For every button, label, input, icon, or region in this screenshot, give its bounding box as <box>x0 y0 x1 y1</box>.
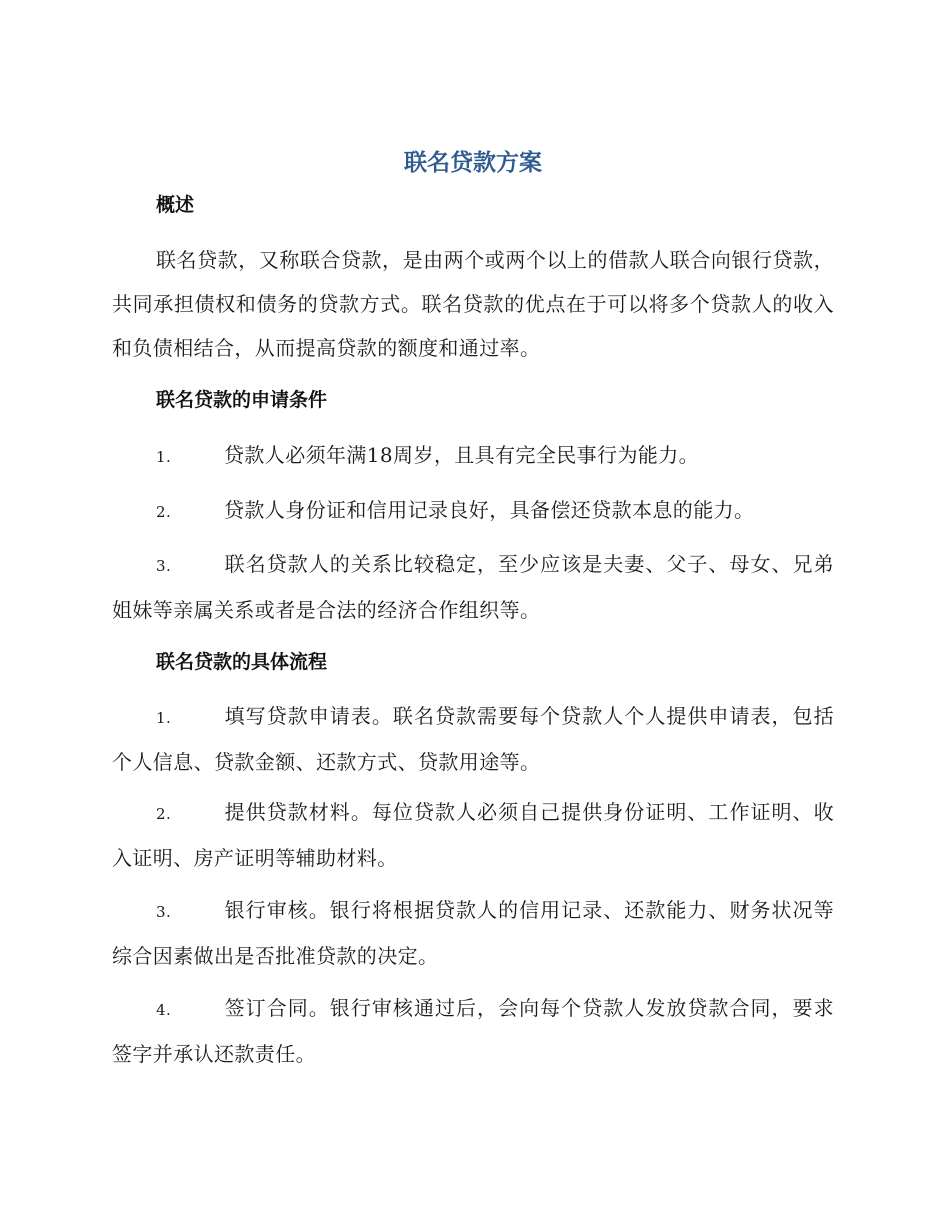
list-number: 1. <box>156 448 172 466</box>
section-heading-conditions: 联名贷款的申请条件 <box>156 389 328 411</box>
process-item <box>112 694 834 784</box>
overview-paragraph: 联名贷款，又称联合贷款，是由两个或两个以上的借款人联合向银行贷款，共同承担债权和债务的贷款方式。联名贷款的优点在于可以将多个贷款人的收入和负债相结合，从而提高贷款的额度和通过率。 <box>112 248 834 360</box>
list-number: 3. <box>156 557 172 575</box>
condition-item <box>112 542 834 632</box>
list-number: 3. <box>156 903 172 921</box>
list-item-text: 填写贷款申请表。联名贷款需要每个贷款人个人提供申请表，包括个人信息、贷款金额、还款方式、贷款用途等。 <box>112 704 834 774</box>
list-item-text: 提供贷款材料。每位贷款人必须自己提供身份证明、工作证明、收入证明、房产证明等辅助材料。 <box>112 800 834 870</box>
list-number: 2. <box>156 503 172 521</box>
list-number: 4. <box>156 1001 172 1019</box>
list-item-text: 贷款人必须年满18周岁，且具有完全民事行为能力。 <box>224 443 700 467</box>
condition-item <box>112 488 834 534</box>
process-item <box>112 790 834 880</box>
list-item-text: 联名贷款人的关系比较稳定，至少应该是夫妻、父子、母女、兄弟姐妹等亲属关系或者是合法的经济合作组织等。 <box>112 552 834 622</box>
list-number: 1. <box>156 709 172 727</box>
section-heading-overview: 概述 <box>156 194 195 216</box>
list-item-text: 贷款人身份证和信用记录良好，具备偿还贷款本息的能力。 <box>224 498 755 522</box>
section-heading-process: 联名贷款的具体流程 <box>156 651 328 673</box>
process-item <box>112 986 834 1076</box>
list-number: 2. <box>156 805 172 823</box>
document-title: 联名贷款方案 <box>404 150 542 176</box>
list-item-text: 银行审核。银行将根据贷款人的信用记录、还款能力、财务状况等综合因素做出是否批准贷款的决定。 <box>112 898 834 968</box>
condition-item <box>112 433 834 479</box>
list-item-text: 签订合同。银行审核通过后，会向每个贷款人发放贷款合同，要求签字并承认还款责任。 <box>112 996 834 1066</box>
process-item <box>112 888 834 978</box>
